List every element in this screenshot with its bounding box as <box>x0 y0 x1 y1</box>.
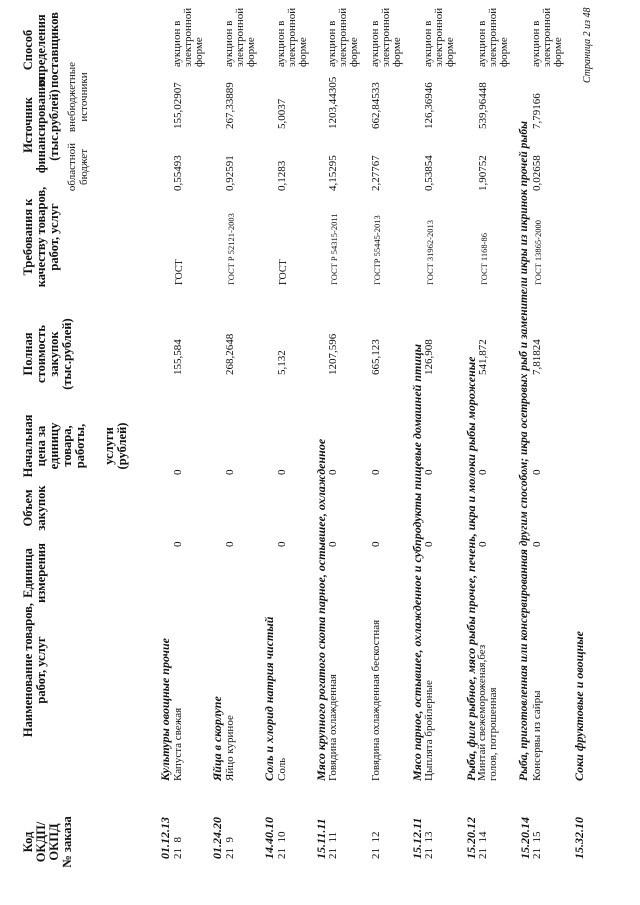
row-num: 21 12 <box>370 831 382 859</box>
row-method: аукцион в электронной форме <box>530 7 564 67</box>
row-method: аукцион в электронной форме <box>275 7 309 67</box>
header-total: Полная стоимость закупок (тыс.рублей) <box>21 318 74 390</box>
row-requirement: ГОСТ 1168-86 <box>479 233 489 285</box>
row-extra: 267,33889 <box>224 82 236 129</box>
row-price: 0 <box>477 469 489 475</box>
row-name: Минтай свежемороженая,без голов, потрошенная <box>476 644 499 781</box>
row-num: 21 8 <box>172 837 184 859</box>
group-title: Соки фруктовые и овощные <box>572 631 586 781</box>
row-extra: 539,96448 <box>477 82 489 129</box>
row-volume: 0 <box>327 541 339 547</box>
header-method: Способ определения поставщиков <box>21 12 61 88</box>
row-price: 0 <box>172 469 184 475</box>
header-name: Наименование товаров, работ, услуг <box>21 602 48 738</box>
header-finance: Источник финансирования (тыс.рублей) <box>21 76 61 174</box>
header-requirements: Требования к качеству товаров, работ, услуг <box>21 186 61 288</box>
row-volume: 0 <box>172 541 184 547</box>
row-total: 126,908 <box>423 339 435 375</box>
row-requirement: ГОСТ <box>174 259 185 285</box>
row-requirement: ГОСТ Р 54315-2011 <box>329 213 339 285</box>
row-extra: 662,84533 <box>370 82 382 129</box>
group-code: 15.20.14 <box>518 817 532 859</box>
row-price: 0 <box>224 469 236 475</box>
group-code: 15.32.10 <box>572 817 586 859</box>
row-regional: 0,53854 <box>423 155 435 191</box>
row-num: 21 9 <box>224 837 236 859</box>
row-name: Говядина охлажденная бескостная <box>370 619 382 781</box>
row-volume: 0 <box>224 541 236 547</box>
row-num: 21 15 <box>531 831 543 859</box>
row-num: 21 13 <box>423 831 435 859</box>
group-code: 15.11.11 <box>314 818 328 859</box>
row-total: 541,872 <box>477 339 489 375</box>
header-price: Начальная цена за единицу товара, работы, услуги (рублей) <box>21 414 129 478</box>
row-regional: 0,55493 <box>172 155 184 191</box>
row-method: аукцион в электронной форме <box>326 7 360 67</box>
row-volume: 0 <box>477 541 489 547</box>
row-method: аукцион в электронной форме <box>369 7 403 67</box>
row-total: 665,123 <box>370 339 382 375</box>
group-code: 01.12.13 <box>158 817 172 859</box>
page-number: Страница 2 из 48 <box>582 7 593 83</box>
row-extra: 1203,44305 <box>327 76 339 129</box>
header-code: Код ОКДП/ ОКПД № заказа <box>21 816 74 868</box>
row-price: 0 <box>423 469 435 475</box>
row-requirement: ГОСТ Р 52121-2003 <box>226 213 236 285</box>
row-method: аукцион в электронной форме <box>476 7 510 67</box>
row-num: 21 11 <box>327 831 339 859</box>
row-name: Цыплята бройлерные <box>423 680 435 781</box>
group-title: Мясо парное, остывшее, охлажденное и субпродукты пищевые домашней птицы <box>410 343 424 781</box>
group-title: Рыба, филе рыбное, мясо рыбы прочее, печень, икра и молоки рыбы мороженые <box>464 356 478 781</box>
row-requirement: ГОСТР 55445-2013 <box>372 215 382 285</box>
header-extra-budget: внебюджетные источники <box>66 61 90 133</box>
row-requirement: ГОСТ 31962-2013 <box>425 219 435 285</box>
group-title: Соль и хлорид натрия чистый <box>262 616 276 781</box>
group-code: 01.24.20 <box>210 817 224 859</box>
row-volume: 0 <box>423 541 435 547</box>
row-total: 5,132 <box>276 350 288 375</box>
row-regional: 0,1283 <box>276 160 288 191</box>
header-regional-budget: областной бюджет <box>66 142 90 192</box>
row-regional: 2,27767 <box>370 155 382 191</box>
row-name: Соль <box>276 757 288 781</box>
row-total: 1207,596 <box>327 333 339 375</box>
row-price: 0 <box>370 469 382 475</box>
row-num: 21 14 <box>477 831 489 859</box>
row-num: 21 10 <box>276 831 288 859</box>
row-name: Яйцо куриное <box>224 715 236 781</box>
group-code: 14.40.10 <box>262 817 276 859</box>
group-title: Культуры овощные прочие <box>158 638 172 781</box>
group-title: Яйца в скорлупе <box>210 696 224 781</box>
row-method: аукцион в электронной форме <box>422 7 456 67</box>
row-extra: 126,36946 <box>423 82 435 129</box>
row-regional: 1,90752 <box>477 155 489 191</box>
row-regional: 0,92591 <box>224 155 236 191</box>
group-code: 15.12.11 <box>410 817 424 859</box>
header-unit: Единица измерения <box>21 543 48 603</box>
row-total: 268,2648 <box>224 333 236 375</box>
row-requirement: ГОСТ <box>278 259 289 285</box>
row-name: Консервы из сайры <box>531 690 543 781</box>
row-volume: 0 <box>276 541 288 547</box>
row-price: 0 <box>327 469 339 475</box>
group-code: 15.20.12 <box>464 817 478 859</box>
row-method: аукцион в электронной форме <box>223 7 257 67</box>
row-total: 155,584 <box>172 339 184 375</box>
row-total: 7,81824 <box>531 339 543 375</box>
row-name: Говядина охлажденная <box>327 674 339 781</box>
row-regional: 0,02658 <box>531 155 543 191</box>
row-name: Капуста свежая <box>172 707 184 781</box>
header-volume: Объем закупок <box>21 485 48 531</box>
row-price: 0 <box>531 469 543 475</box>
group-title: Мясо крупного рогатого скота парное, остывшее, охлажденное <box>314 438 328 781</box>
group-title: Рыба, приготовленная или консервированная другим способом; икра осетровых рыб и заменители икры из икринок прочей рыбы <box>518 120 530 781</box>
row-volume: 0 <box>531 541 543 547</box>
row-extra: 5,0037 <box>276 98 288 129</box>
row-regional: 4,15295 <box>327 155 339 191</box>
row-extra: 7,79166 <box>531 93 543 129</box>
row-requirement: ГОСТ 13865-2000 <box>533 219 543 285</box>
row-volume: 0 <box>370 541 382 547</box>
row-extra: 155,02907 <box>172 82 184 129</box>
row-price: 0 <box>276 469 288 475</box>
row-method: аукцион в электронной форме <box>171 7 205 67</box>
